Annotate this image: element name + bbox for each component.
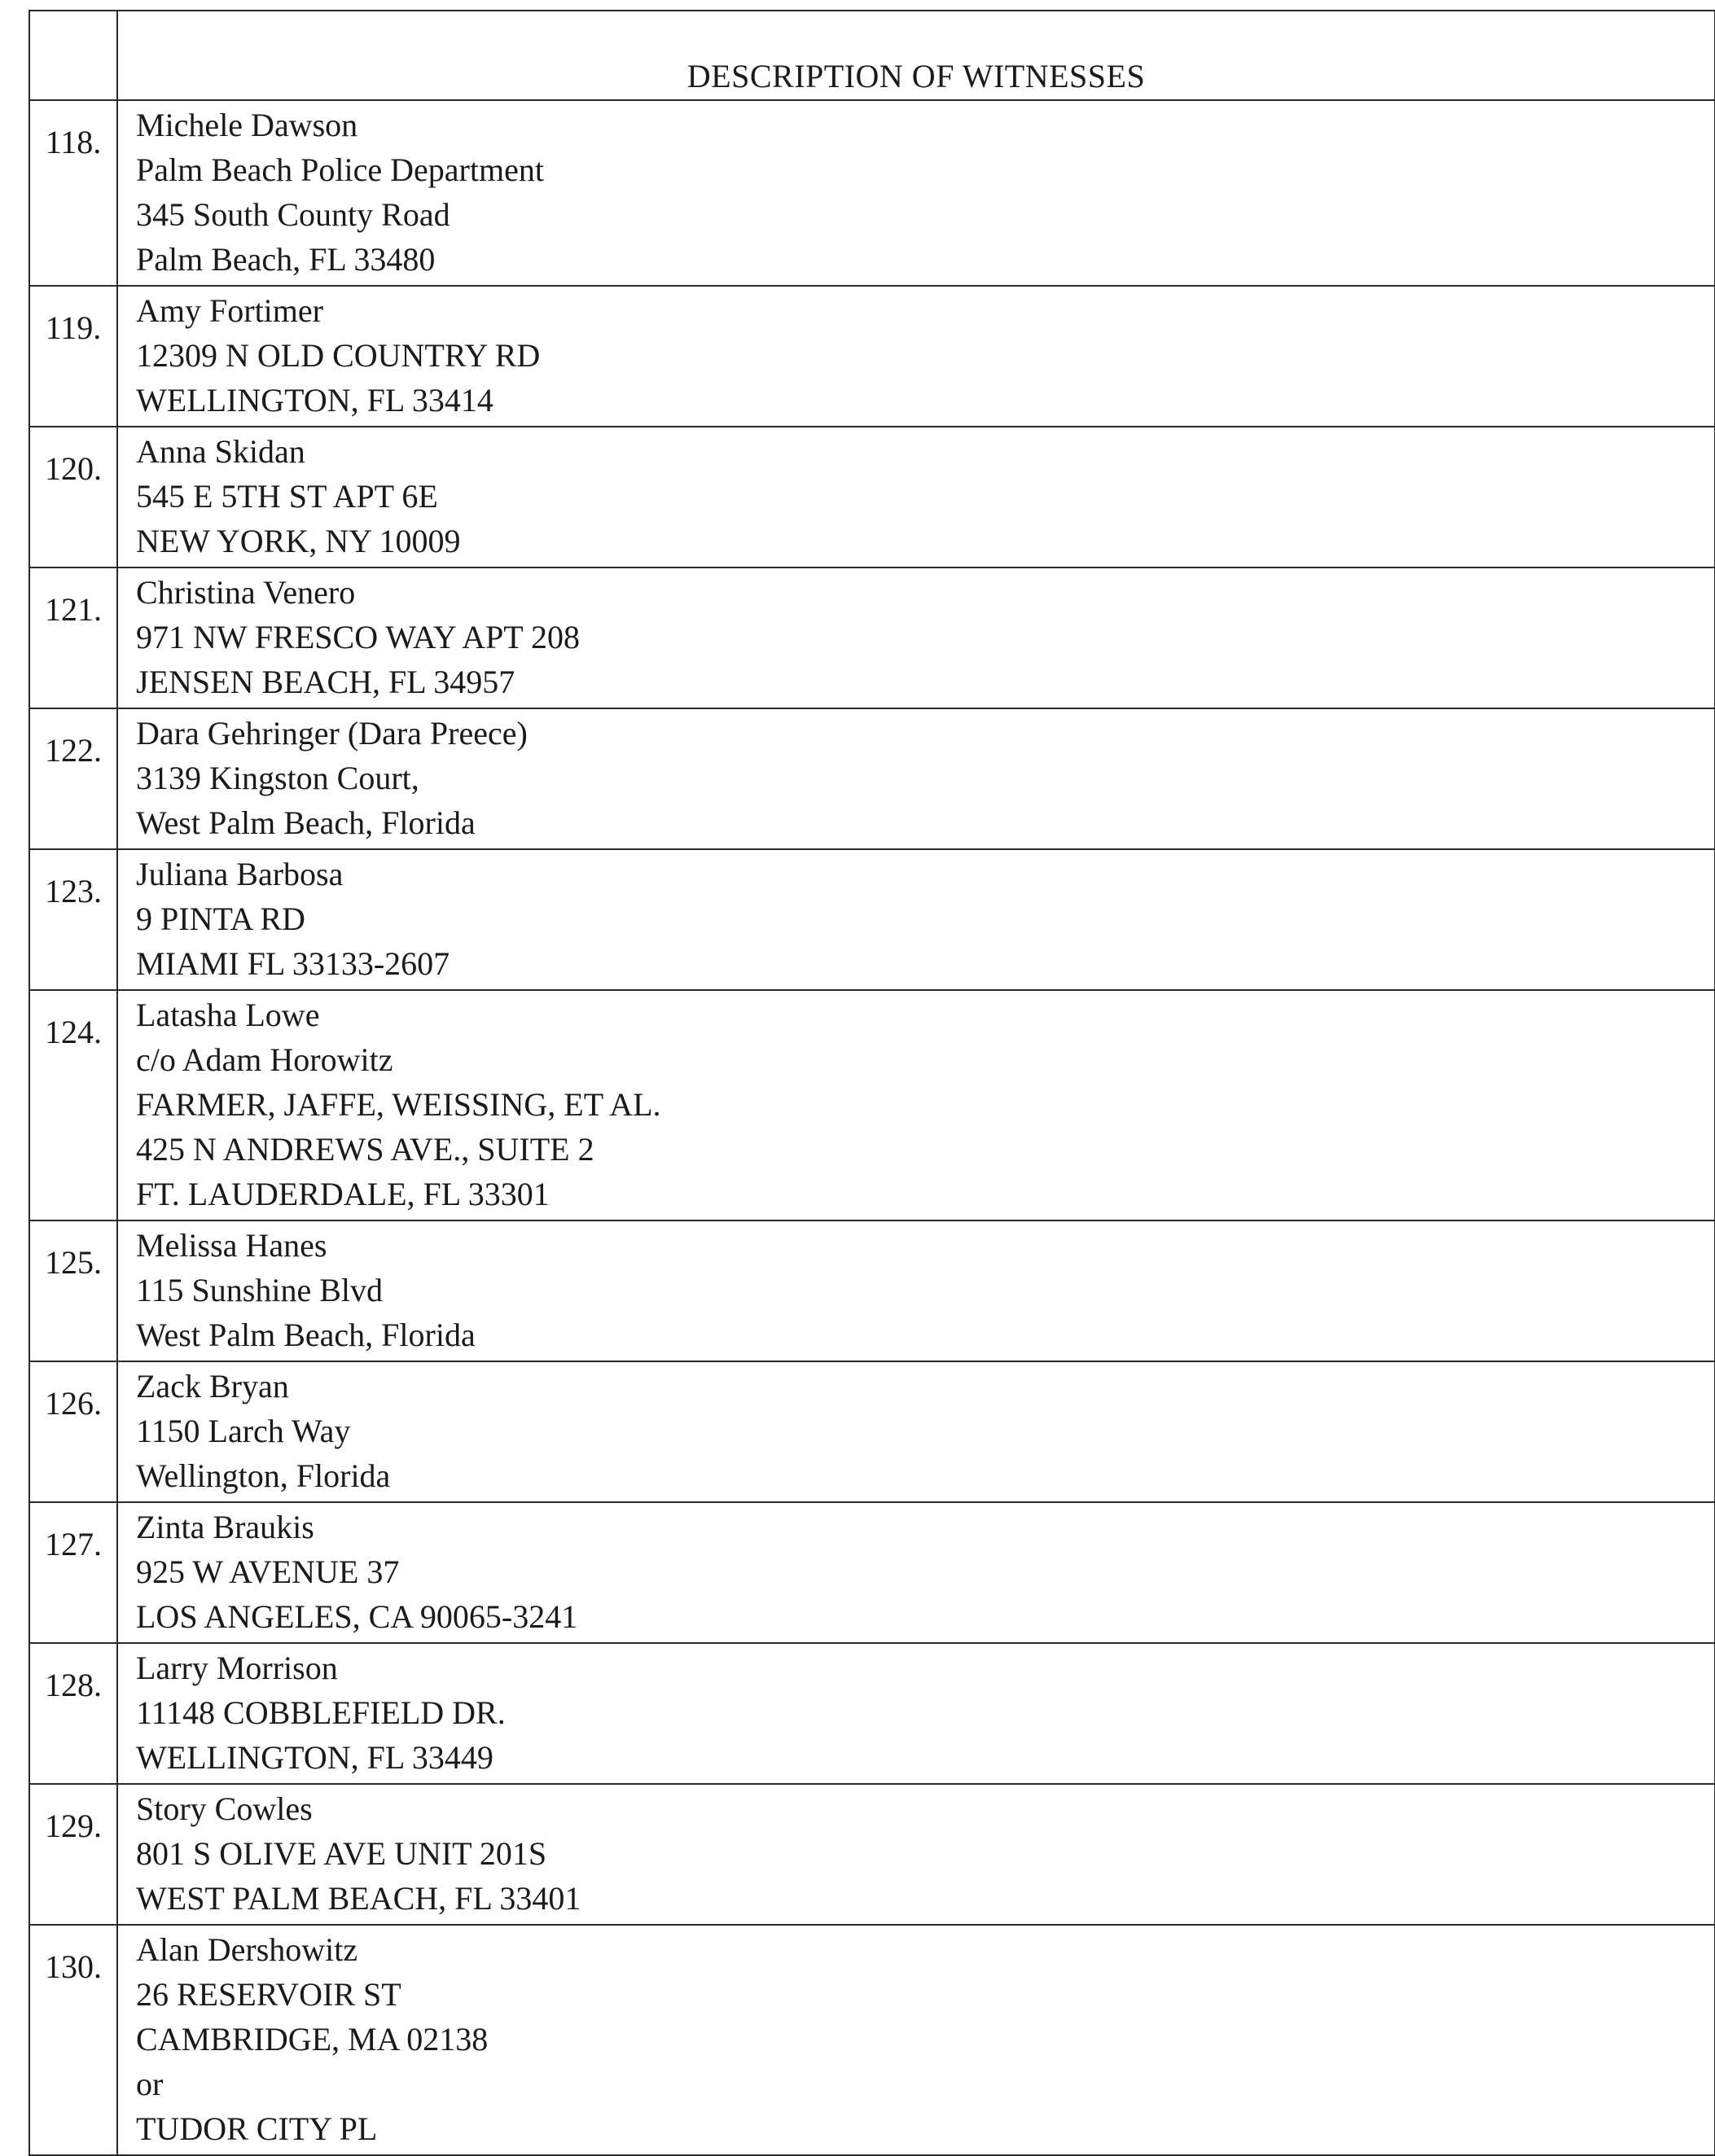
witness-address-line: West Palm Beach, Florida [136, 1317, 476, 1353]
witness-name: Zack Bryan [136, 1368, 289, 1404]
witness-description [117, 1784, 1715, 1925]
table-row [29, 1220, 1715, 1361]
witness-name: Zinta Braukis [136, 1509, 314, 1545]
witness-description [117, 1502, 1715, 1643]
witness-address-line: FT. LAUDERDALE, FL 33301 [136, 1176, 550, 1212]
table-row [29, 1784, 1715, 1925]
header-number-cell [29, 11, 117, 100]
witness-address-line: 9 PINTA RD [136, 901, 305, 937]
witness-name: Larry Morrison [136, 1650, 338, 1686]
table-row [29, 286, 1715, 427]
table-row [29, 708, 1715, 849]
table-row [29, 990, 1715, 1220]
table-header-title: DESCRIPTION OF WITNESSES [117, 11, 1715, 100]
witness-number: 124. [29, 990, 117, 1220]
witness-number: 125. [29, 1220, 117, 1361]
witness-description [117, 100, 1715, 286]
witness-address-line: MIAMI FL 33133-2607 [136, 945, 450, 982]
witness-description [117, 849, 1715, 990]
witness-number: 128. [29, 1643, 117, 1784]
witness-address-line: 3139 Kingston Court, [136, 760, 419, 796]
table-row [29, 1502, 1715, 1643]
witness-number: 126. [29, 1361, 117, 1502]
witness-number: 118. [29, 100, 117, 286]
witness-address-line: 115 Sunshine Blvd [136, 1272, 383, 1308]
witness-name: Melissa Hanes [136, 1227, 327, 1264]
witness-address-line: or [136, 2066, 164, 2102]
witness-address-line: 11148 COBBLEFIELD DR. [136, 1694, 506, 1731]
witness-number: 121. [29, 567, 117, 708]
table-row [29, 849, 1715, 990]
table-row [29, 1361, 1715, 1502]
table-row [29, 427, 1715, 567]
table-row [29, 1643, 1715, 1784]
witness-description [117, 427, 1715, 567]
witness-address-line: WEST PALM BEACH, FL 33401 [136, 1880, 581, 1917]
witness-name: Amy Fortimer [136, 292, 323, 329]
witness-description [117, 1361, 1715, 1502]
witness-number: 130. [29, 1925, 117, 2155]
table-row [29, 100, 1715, 286]
witness-address-line: Palm Beach, FL 33480 [136, 241, 436, 278]
table-header-row [29, 11, 1715, 100]
witness-number: 119. [29, 286, 117, 427]
witness-number: 123. [29, 849, 117, 990]
witness-name: Latasha Lowe [136, 997, 320, 1033]
witness-name: Story Cowles [136, 1790, 313, 1827]
witness-address-line: Wellington, Florida [136, 1457, 391, 1494]
witness-number: 122. [29, 708, 117, 849]
witness-name: Anna Skidan [136, 433, 305, 470]
witness-description [117, 1643, 1715, 1784]
witness-address-line: WELLINGTON, FL 33414 [136, 382, 493, 418]
witness-name: Christina Venero [136, 574, 356, 611]
witness-address-line: CAMBRIDGE, MA 02138 [136, 2021, 489, 2057]
witness-name: Michele Dawson [136, 107, 358, 143]
witness-description [117, 1925, 1715, 2155]
witness-address-line: 545 E 5TH ST APT 6E [136, 478, 438, 515]
witness-description [117, 567, 1715, 708]
witness-name: Dara Gehringer (Dara Preece) [136, 715, 528, 752]
witness-description [117, 990, 1715, 1220]
witness-address-line: FARMER, JAFFE, WEISSING, ET AL. [136, 1086, 661, 1123]
witness-name: Alan Dershowitz [136, 1931, 358, 1968]
witness-number: 127. [29, 1502, 117, 1643]
witness-number: 129. [29, 1784, 117, 1925]
witness-address-line: NEW YORK, NY 10009 [136, 523, 461, 559]
witness-address-line: 801 S OLIVE AVE UNIT 201S [136, 1835, 547, 1872]
witness-address-line: West Palm Beach, Florida [136, 804, 476, 841]
witness-address-line: 12309 N OLD COUNTRY RD [136, 337, 541, 374]
witness-description [117, 286, 1715, 427]
witness-address-line: 971 NW FRESCO WAY APT 208 [136, 619, 580, 655]
witness-number: 120. [29, 427, 117, 567]
witness-description [117, 1220, 1715, 1361]
witness-address-line: 26 RESERVOIR ST [136, 1976, 401, 2013]
witness-address-line: c/o Adam Horowitz [136, 1041, 393, 1078]
witness-address-line: 925 W AVENUE 37 [136, 1553, 400, 1590]
witness-address-line: WELLINGTON, FL 33449 [136, 1739, 493, 1776]
witness-table [29, 10, 1715, 2156]
witness-description [117, 708, 1715, 849]
witness-address-line: LOS ANGELES, CA 90065-3241 [136, 1598, 578, 1635]
table-row [29, 1925, 1715, 2155]
witness-address-line: Palm Beach Police Department [136, 151, 544, 188]
witness-address-line: JENSEN BEACH, FL 34957 [136, 664, 515, 700]
witness-address-line: 345 South County Road [136, 196, 450, 233]
witness-address-line: TUDOR CITY PL [136, 2110, 378, 2147]
witness-address-line: 1150 Larch Way [136, 1413, 351, 1449]
witness-name: Juliana Barbosa [136, 856, 344, 892]
table-row [29, 567, 1715, 708]
witness-address-line: 425 N ANDREWS AVE., SUITE 2 [136, 1131, 594, 1168]
